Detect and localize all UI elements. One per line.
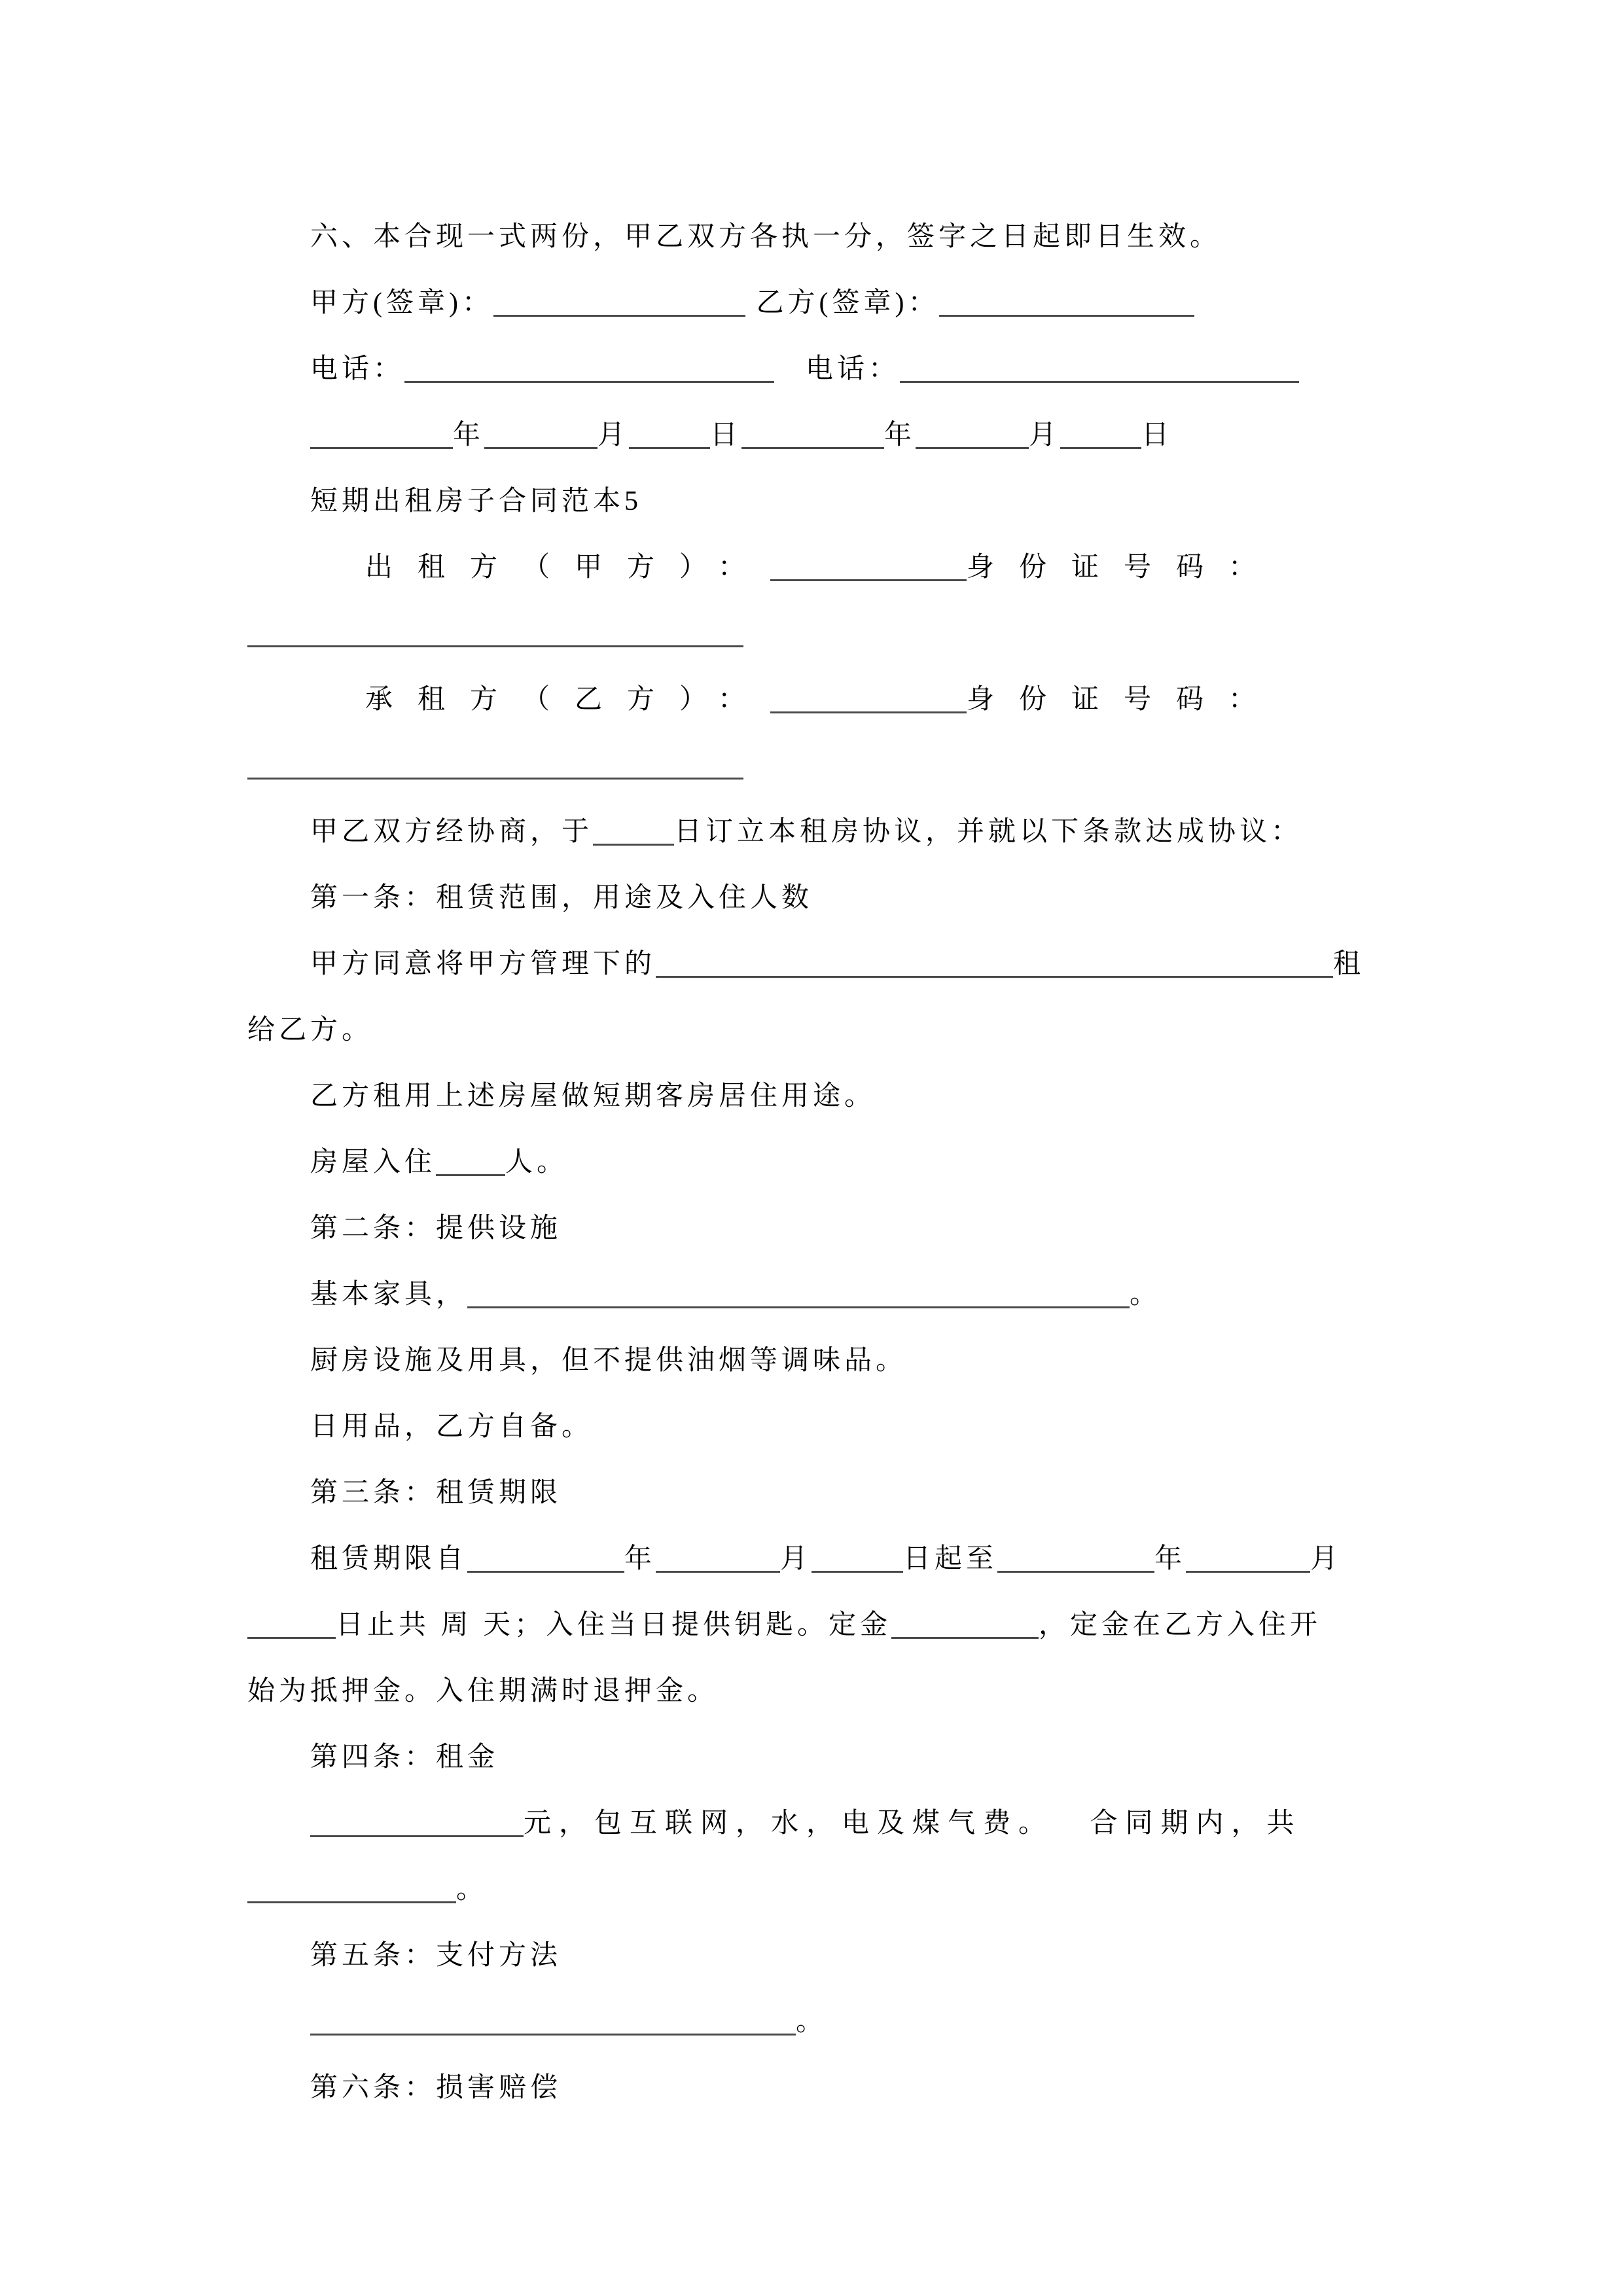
blank-field[interactable] [247, 778, 743, 780]
text-segment: 始为抵押金。入住期满时退押金。 [247, 1676, 719, 1706]
blank-field[interactable] [656, 976, 1333, 978]
text-segment: 日止共 周 天；入住当日提供钥匙。定金 [336, 1610, 892, 1640]
text-segment: 乙方租用上述房屋做短期客房居住用途。 [310, 1081, 876, 1111]
text-segment: 年 [453, 420, 485, 450]
text-segment: ，定金在乙方入住开 [1039, 1610, 1322, 1640]
clause-3-term-cont [247, 1592, 1393, 1659]
clause-6-heading [247, 2055, 1393, 2121]
text-segment: 人。 [505, 1147, 569, 1177]
clause-4-rent [247, 1791, 1393, 1857]
blank-field[interactable] [467, 1306, 1130, 1308]
clause-4-rent-cont [247, 1857, 1393, 1923]
blank-field[interactable] [436, 1174, 505, 1176]
text-segment: 身份证号码： [967, 685, 1281, 715]
text-segment: 第二条：提供设施 [310, 1213, 562, 1244]
clause-3-deposit-cont [247, 1659, 1393, 1725]
text-segment: 第一条：租赁范围，用途及入住人数 [310, 883, 813, 913]
text-segment: 年 [624, 1544, 656, 1574]
text-segment: 第四条：租金 [310, 1742, 499, 1772]
text-segment: 月 [1029, 420, 1061, 450]
blank-field[interactable] [629, 447, 710, 449]
text-segment: 。 [796, 2007, 828, 2037]
text-segment: 第五条：支付方法 [310, 1941, 562, 1971]
clause-2-heading [247, 1196, 1393, 1262]
blank-field[interactable] [247, 1901, 456, 1903]
text-segment: 月 [780, 1544, 812, 1574]
blank-field[interactable] [741, 447, 884, 449]
text-segment: 乙方(签章)： [745, 288, 940, 318]
blank-field[interactable] [310, 447, 453, 449]
blank-field[interactable] [916, 447, 1029, 449]
blank-field[interactable] [900, 381, 1299, 383]
blank-field[interactable] [404, 381, 774, 383]
clause-2-furniture [247, 1262, 1393, 1328]
lessor-row [247, 535, 1393, 601]
blank-field[interactable] [1060, 447, 1141, 449]
text-segment: 日用品，乙方自备。 [310, 1412, 594, 1442]
text-segment: 电话： [310, 354, 405, 384]
text-segment: 月 [1310, 1544, 1342, 1574]
party-signature-row [247, 270, 1393, 336]
blank-field[interactable] [310, 2034, 796, 2036]
text-segment: 房屋入住 [310, 1147, 437, 1177]
clause-5-payment-blank [247, 1989, 1393, 2055]
clause-1-usage [247, 1064, 1393, 1130]
text-segment: 日起至 [903, 1544, 998, 1574]
clause-3-heading [247, 1460, 1393, 1526]
blank-field[interactable] [247, 1637, 336, 1639]
text-segment: 租赁期限自 [310, 1544, 468, 1574]
clause-3-term-start [247, 1526, 1393, 1592]
text-segment: 短期出租房子合同范本5 [310, 486, 643, 516]
blank-field[interactable] [593, 844, 674, 846]
text-segment: 身份证号码： [967, 552, 1281, 583]
document-content [247, 204, 1393, 2121]
blank-field[interactable] [1186, 1571, 1310, 1573]
text-segment: 厨房设施及用具，但不提供油烟等调味品。 [310, 1346, 908, 1376]
text-segment: 年 [1154, 1544, 1186, 1574]
blank-field[interactable] [484, 447, 597, 449]
blank-field[interactable] [770, 711, 967, 713]
text-segment: 。 [1130, 1280, 1162, 1310]
clause-1-property [247, 931, 1393, 997]
agreement-intro [247, 799, 1393, 865]
blank-field[interactable] [467, 1571, 624, 1573]
text-segment: 给乙方。 [247, 1015, 374, 1045]
clause-1-heading [247, 865, 1393, 931]
text-segment: 日订立本租房协议，并就以下条款达成协议： [674, 817, 1303, 847]
text-segment: 电话： [774, 354, 901, 384]
blank-field[interactable] [656, 1571, 780, 1573]
text-segment: 元，包互联网，水，电及煤气费。 合同期内，共 [524, 1808, 1302, 1839]
text-segment: 日 [710, 420, 742, 450]
clause-2-daily-items [247, 1394, 1393, 1460]
text-segment: 承租方（乙方）： [365, 685, 771, 715]
clause-4-heading [247, 1725, 1393, 1791]
text-segment: 租 [1333, 949, 1365, 979]
text-segment: 六、本合现一式两份，甲乙双方各执一分，签字之日起即日生效。 [310, 222, 1222, 252]
text-segment: 甲方同意将甲方管理下的 [310, 949, 656, 979]
text-segment: 。 [456, 1874, 488, 1905]
text-segment: 甲乙双方经协商，于 [310, 817, 594, 847]
text-segment: 甲方(签章)： [310, 288, 493, 318]
phone-row [247, 336, 1393, 403]
text-segment: 年 [884, 420, 916, 450]
date-row [247, 403, 1393, 469]
text-segment: 第三条：租赁期限 [310, 1478, 562, 1508]
text-segment: 月 [597, 420, 630, 450]
lessor-id-blank-row [247, 601, 1393, 667]
text-segment: 出租方（甲方）： [365, 552, 771, 583]
text-segment: 基本家具， [310, 1280, 468, 1310]
blank-field[interactable] [770, 579, 967, 581]
blank-field[interactable] [812, 1571, 903, 1573]
lessee-row [247, 667, 1393, 733]
clause-1-property-cont [247, 997, 1393, 1064]
blank-field[interactable] [310, 1835, 524, 1837]
text-segment: 第六条：损害赔偿 [310, 2073, 562, 2103]
blank-field[interactable] [939, 315, 1194, 317]
clause-1-occupancy [247, 1130, 1393, 1196]
lessee-id-blank-row [247, 733, 1393, 799]
blank-field[interactable] [493, 315, 745, 317]
template-title [247, 469, 1393, 535]
blank-field[interactable] [891, 1637, 1039, 1639]
clause-5-heading [247, 1923, 1393, 1989]
text-segment: 日 [1141, 420, 1173, 450]
blank-field[interactable] [997, 1571, 1154, 1573]
blank-field[interactable] [247, 645, 743, 647]
clause-six-effective [247, 204, 1393, 270]
clause-2-kitchen [247, 1328, 1393, 1394]
